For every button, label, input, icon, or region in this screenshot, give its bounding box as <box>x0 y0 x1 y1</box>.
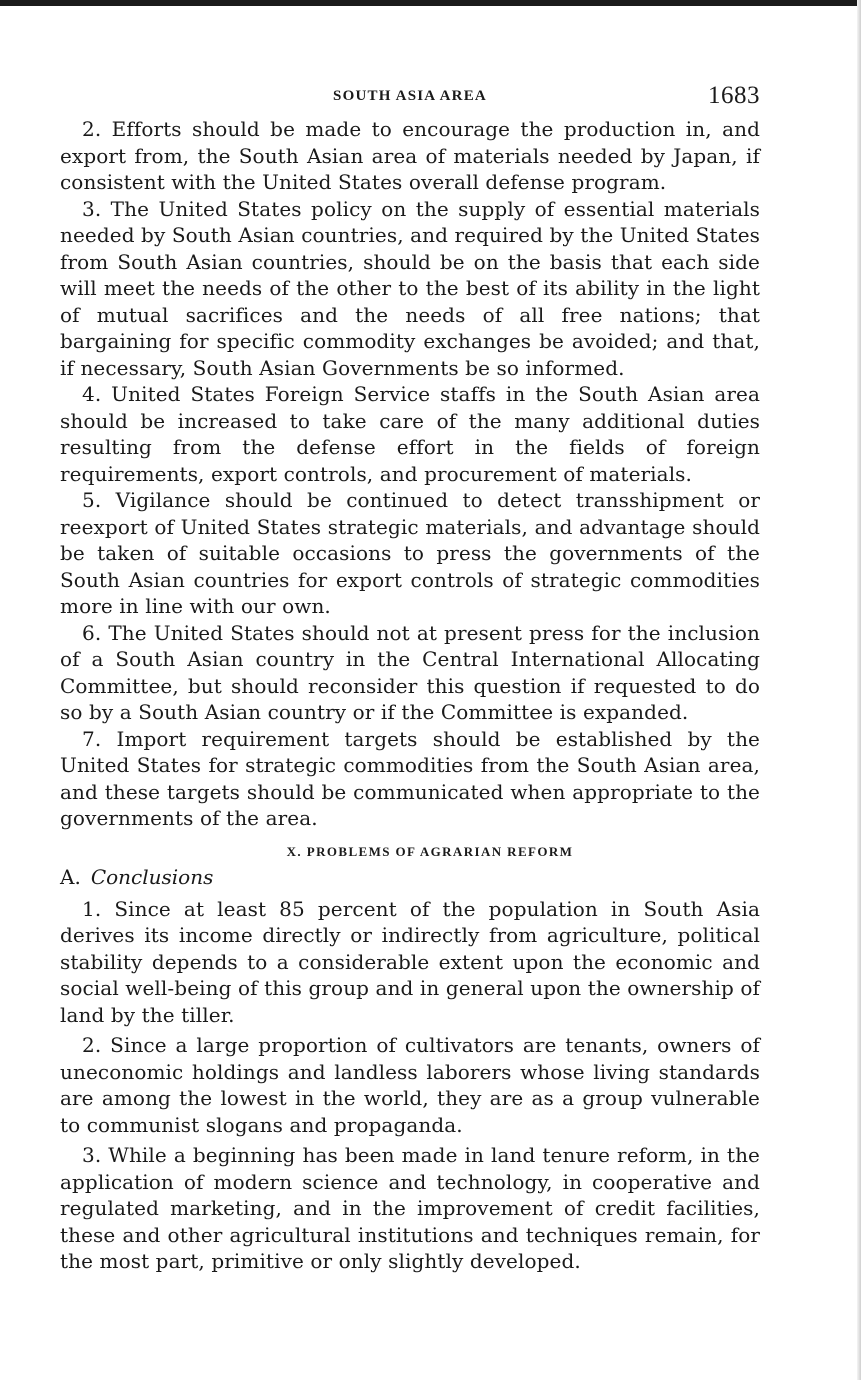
document-page <box>60 82 760 1275</box>
recommendation-3: 3. The United States policy on the supply of essential materials needed by South Asian countries, and required by the United States from South Asian countries, should be on the basis that each side will meet the needs of the other to the best of its ability in the light of mutual sacrifices and the needs of all free nations; that bargaining for specific commodity exchanges be avoided; and that, if necessary, South Asian Governments be so informed. <box>60 196 760 380</box>
recommendation-5: 5. Vigilance should be continued to detect transshipment or reexport of United States strategic materials, and advantage should be taken of suitable occasions to press the governments of the South Asian countries for export controls of strategic commodities more in line with our own. <box>60 488 760 618</box>
conclusion-2: 2. Since a large proportion of cultivators are tenants, owners of uneconomic holdings and landless laborers whose living standards are among the lowest in the world, they are as a group vulnerable to communist slogans and propaganda. <box>60 1033 760 1137</box>
recommendation-6: 6. The United States should not at present press for the inclusion of a South Asian country in the Central International Allocating Committee, but should reconsider this question if requested to do so by a South Asian country or if the Committee is expanded. <box>60 620 760 724</box>
running-title: SOUTH ASIA AREA <box>333 88 487 104</box>
conclusions-list <box>60 896 760 1275</box>
recommendation-2: 2. Efforts should be made to encourage the production in, and export from, the South Asian area of materials needed by Japan, if consistent with the United States overall defense program. <box>60 117 760 194</box>
section-heading: X. PROBLEMS OF AGRARIAN REFORM <box>286 843 574 859</box>
running-head <box>60 82 760 116</box>
recommendation-7: 7. Import requirement targets should be established by the United States for strategic commodities from the South Asian area, and these targets should be communicated when appropriate to the governments of the area. <box>60 726 760 830</box>
page-number: 1683 <box>708 82 760 109</box>
conclusion-3: 3. While a beginning has been made in land tenure reform, in the application of modern science and technology, in cooperative and regulated marketing, and in the improvement of credit facilities, these and other agricultural institutions and techniques remain, for the most part, primitive or only slightly developed. <box>60 1143 760 1273</box>
conclusion-1: 1. Since at least 85 percent of the population in South Asia derives its income directly or indirectly from agriculture, political stability depends to a considerable extent upon the economic and social well-being of this group and in general upon the ownership of land by the tiller. <box>60 896 760 1027</box>
recommendation-4: 4. United States Foreign Service staffs in the South Asian area should be increased to take care of the many additional duties resulting from the defense effort in the fields of foreign requirements, export controls, and procurement of materials. <box>60 382 760 486</box>
subsection-title: Conclusions <box>90 864 214 889</box>
subsection-letter: A. <box>60 864 81 889</box>
subsection-heading <box>60 864 760 890</box>
recommendations-list <box>60 116 760 832</box>
scan-right-edge <box>857 0 861 1380</box>
scan-top-border <box>0 0 861 6</box>
